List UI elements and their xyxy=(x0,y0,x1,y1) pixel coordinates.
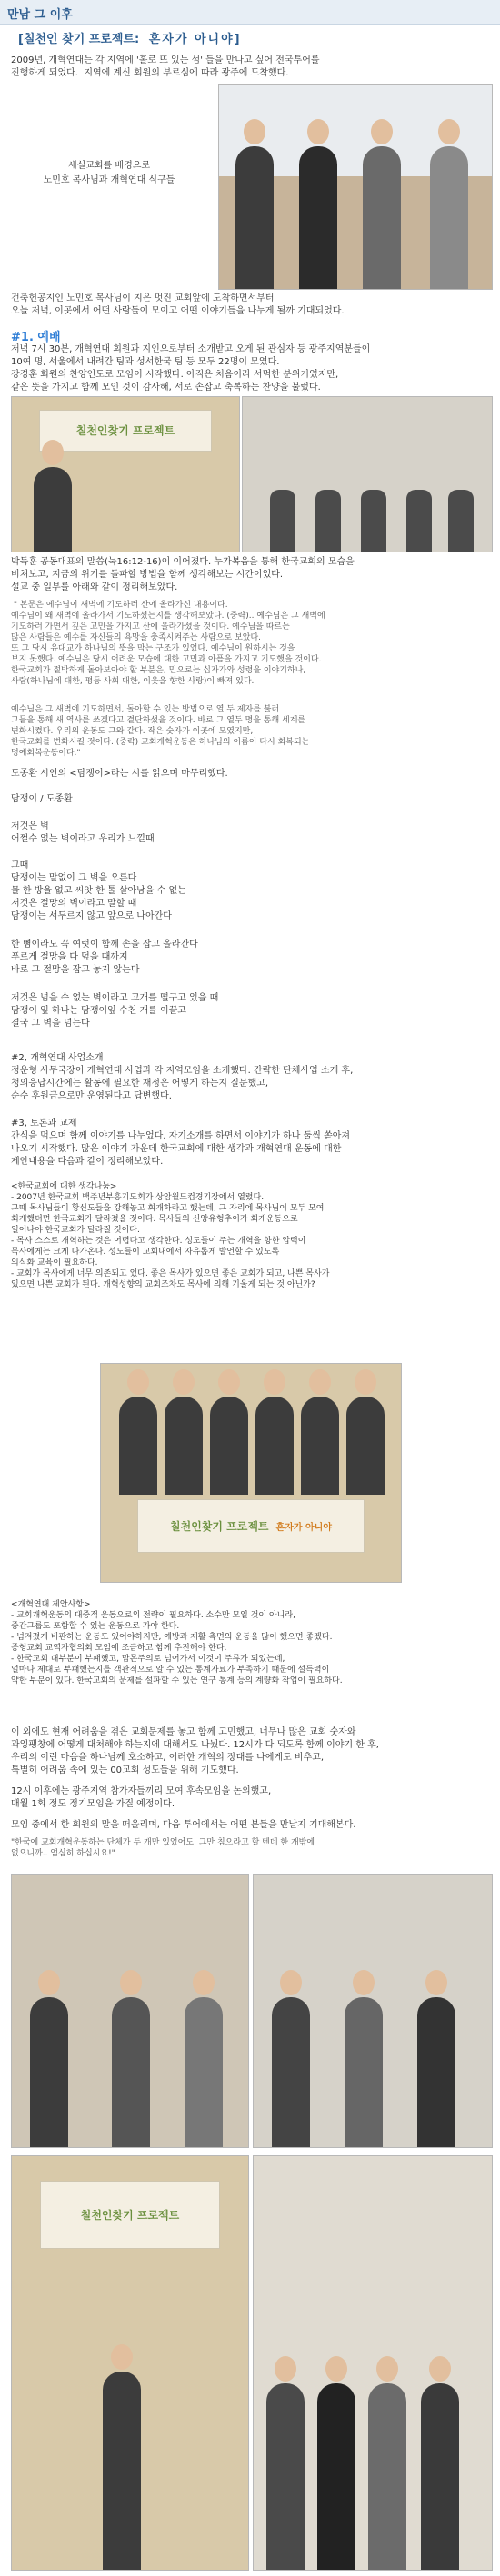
photo-caption: 새실교회를 배경으로 노민호 목사님과 개혁연대 식구들 xyxy=(43,161,175,185)
sermon-quote-2: 예수님은 그 새벽에 기도하면서, 돌아할 수 있는 방법으로 열 두 제자를 불러 그들을 통해 새 역사를 쓰겠다고 결단하셨을 것이다. 바로 그 열두 명을 통해 세계를 변화시켰다. 우리의 운동도 그와 같다. 작은 숫자가 이곳에 모였지만, 한국교회를 변화시킬 것이다. (중략) 교회개혁운동은 하나님의 이름이 다시 회복되는 명예회복운동이다." xyxy=(11,705,310,758)
banner-title-3: 칠천인찾기 프로젝트 xyxy=(80,2209,180,2223)
section-worship-heading: #1. 예배 xyxy=(11,331,61,344)
poem-title: 담쟁이 / 도종환 xyxy=(11,794,73,804)
fellowship-photo xyxy=(253,2155,493,2571)
poem-stanza-2: 그때 담쟁이는 말없이 그 벽을 오른다 물 한 방울 없고 씨앗 한 톨 살아남을 수 없는 저것은 절망의 벽이라고 말할 때 담쟁이는 서두르지 않고 앞으로 나아간다 xyxy=(11,860,186,921)
worship-photo-room xyxy=(242,396,493,552)
proposals: <개혁연대 제안사항> - 교회개혁운동의 대중적 운동으로의 전략이 필요하다. 소수만 모일 것이 아니라, 중간그룹도 포함할 수 있는 운동으로 가야 한다. - 넘겨졌게 비판하는 운동도 있어야하지만, 예방과 재활 측면의 운동을 많이 했으면 좋겠다. 종형교회 교역자협의회 모임에 조금하고 함께 추진해야 한다. - 한국교회 대부분이 부패했고, 맘몬주의로 넘어가서 이것이 주류가 되었는데, 얼마나 제대로 부패했는지를 객관적으로 알 수 있는 통계자료가 부족하기 때문에 설득력이 약한 부분이 있다. 한국교회의 문제를 설파할 수 있는 연구 통계 등의 계량화 작업이 필요하다. xyxy=(11,1600,343,1686)
report-title-main: [칠천인 찾기 프로젝트: xyxy=(18,33,140,46)
banner-title: 칠천인찾기 프로젝트 xyxy=(75,424,175,438)
page-title: 만남 그 이후 xyxy=(7,8,73,22)
preacher-photo xyxy=(11,2155,249,2571)
worship-text: 저녁 7시 30분, 개혁연대 회원과 지인으로부터 소개받고 오게 된 관심자 등 광주지역분들이 10여 명, 서울에서 내려간 팀과 성서한국 팀 등 모두 22명이 모였다. 강경훈 회원의 찬양인도로 모임이 시작했다. 아직은 처음이라 서먹한 분위기였지만, 같은 뜻을 가지고 함께 모인 것이 감사해, 서로 손잡고 축복하는 찬양을 불렀다. xyxy=(11,344,371,393)
poem-stanza-3: 한 뼘이라도 꼭 여럿이 함께 손을 잡고 올라간다 푸르게 절망을 다 덮을 때까지 바로 그 절망을 잡고 놓지 않는다 xyxy=(11,940,198,975)
sermon-text: 박득훈 공동대표의 말씀(눅16:12-16)이 이어졌다. 누가복음을 통해 한국교회의 모습을 비쳐보고, 지금의 위기를 돌파할 방법을 함께 생각해보는 시간이었다. 설교 중 일부를 아래와 같이 정리해보았다. xyxy=(11,557,355,592)
church-group-photo xyxy=(218,84,493,290)
discussion-photo-1 xyxy=(11,1874,249,2148)
poem-stanza-4: 저것은 넘을 수 없는 벽이라고 고개를 떨구고 있을 때 담쟁이 잎 하나는 담쟁이잎 수천 개를 이끌고 결국 그 벽을 넘는다 xyxy=(11,993,219,1029)
banner-title-2: 칠천인찾기 프로젝트 xyxy=(170,1520,269,1534)
section-business: #2, 개혁연대 사업소개 정운형 사무국장이 개혁연대 사업과 각 지역모임을 소개했다. 간략한 단체사업 소개 후, 청의응답시간에는 활동에 필요한 재정은 어떻게 하는지 질문했고, 순수 후원금으로만 운영된다고 답변했다. xyxy=(11,1053,354,1101)
header-bar xyxy=(0,0,500,25)
banner-subtitle: 혼자가 아니야 xyxy=(275,1523,332,1534)
closing-quote: "한국에 교회개혁운동하는 단체가 두 개만 있었어도, 그만 침으라고 할 텐데 한 개밖에 없으니까.. 엄심히 하십시요!" xyxy=(11,1838,315,1858)
closing-text-3: 모임 중에서 한 회원의 말을 떠올리며, 다음 투어에서는 어떤 분들을 만날지 기대해본다. xyxy=(11,1820,356,1830)
report-title xyxy=(18,29,242,46)
discussion-photo-2 xyxy=(253,1874,493,2148)
church-thoughts: <한국교회에 대한 생각나눔> - 2007년 한국교회 백주년부흥기도회가 상암월드컵경기장에서 열렸다. 그때 목사님들이 황신도들을 강해놓고 회개하라고 했는데, 그 자리에 목사님이 모두 모여 회개했더면 한국교회가 달라졌을 것이다. 목사들의 신앙유형추이가 회개운동으로 일어나야 한국교회가 달라질 것이다. - 목사 스스로 개혁하는 것은 어렵다고 생각한다. 성도들이 주는 개혁을 향한 압력이 목사에게는 크게 다가온다. 성도들이 교회내에서 자유롭게 발언할 수 있도록 의식화 교육이 필요하다. - 교회가 목사에게 너무 의존되고 있다. 좋은 목사가 있으면 좋은 교회가 되고, 나쁜 목사가 있으면 나쁜 교회가 된다. 개혁성향의 교회조차도 목사에 의해 기울게 되는 것 아닌가? xyxy=(11,1182,330,1289)
poem-stanza-1: 저것은 벽 어쩔수 없는 벽이라고 우리가 느낄때 xyxy=(11,821,155,844)
sermon-quote-1: " 본문은 예수님이 새벽에 기도하러 산에 올라가신 내용이다. 예수님이 왜 새벽에 올라가서 기도하셨는지를 생각해보았다. (중략).. 예수님은 그 새벽에 기도하러 가면서 깊은 고민을 가지고 산에 올라가셨을 것이다. 예수님을 따르는 많은 사람들은 예수를 자신들의 욕망을 충족시켜주는 사람으로 보았다. 또 그 당시 유대교가 하나님의 뜻을 막는 구조가 있었다. 예수님이 원하시는 것을 보지 못했다. 예수님은 당시 어려운 모습에 대한 고민과 아픔을 가지고 기도했을 것이다. 한국교회가 절박하게 돌아보아야 할 부분은, 믿으로는 십자가와 성령을 이야기하나, 사람(하나님에 대한, 평등 사회 대한, 이웃을 향한 사랑)이 빠져 있다. xyxy=(11,601,325,686)
report-subtitle: 혼자가 아니야] xyxy=(148,33,242,46)
closing-text-1: 이 외에도 현재 어려움을 겪은 교회문제를 놓고 함께 고민했고, 너무나 많은 교회 숫자와 과잉팽창에 어떻게 대처해야 하는지에 대해서도 나눴다. 12시가 다 되도록 함께 이야기 한 후, 우리의 이런 마음을 하나님께 호소하고, 이러한 개혁의 장대를 나에게도 비추고, 특별히 어려움 속에 있는 00교회 성도들을 위해 기도했다. xyxy=(11,1727,379,1775)
worship-photo-banner xyxy=(11,396,240,552)
poem-intro: 도종환 시인의 <담쟁이>라는 시를 읽으며 마무리했다. xyxy=(11,769,228,779)
intro-text: 2009년, 개혁연대는 각 지역에 '홀로 뜨 있는 섬' 들을 만나고 싶어 전국투어를 진행하게 되었다. 지역에 계신 회원의 부르심에 따라 광주에 도착했다. xyxy=(11,55,320,78)
group-banner-photo xyxy=(100,1363,402,1583)
section-discussion: #3, 토론과 교제 간식을 먹으며 함께 이야기를 나누었다. 자기소개를 하면서 이야기가 하나 둘씩 쏟아져 나오기 시작했다. 많은 이야기 가운데 한국교회에 대한 생각과 개혁연대 운동에 대한 제안내용을 다음과 같이 정리해보았다. xyxy=(11,1119,351,1167)
arrival-text: 건축헌공지인 노민호 목사님이 지은 멋진 교회앞에 도착하면서부터 오늘 저녁, 이곳에서 어떤 사람들이 모이고 어떤 이야기들을 나누게 될까 기대되었다. xyxy=(11,293,345,316)
closing-text-2: 12시 이후에는 광주지역 참가자들끼리 모여 후속모임을 논의했고, 매월 1회 정도 정기모임을 가질 예정이다. xyxy=(11,1786,272,1809)
